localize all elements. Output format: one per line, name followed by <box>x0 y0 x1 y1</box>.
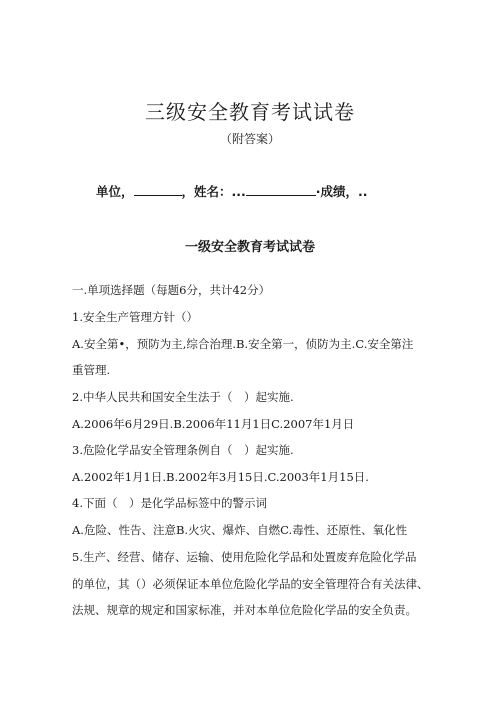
student-info-row <box>96 181 456 200</box>
question-line: A.危险、性告、注意B.火灾、爆炸、自燃C.毒性、还原性、氧化性 <box>72 523 408 537</box>
unit-comma: ， <box>181 184 195 199</box>
unit-blank <box>134 181 182 196</box>
document-title: 三级安全教育考试试卷 <box>145 100 355 124</box>
name-blank <box>246 181 316 196</box>
question-line: 5.生产、经营、储存、运输、使用危险化学品和处置废弃危险化学品 <box>72 550 417 564</box>
question-line: A.2002年1月1日.B.2002年3月15日.C.2003年1月15日. <box>72 470 369 484</box>
question-line: A.2006年6月29日.B.2006年11月1日C.2007年1月日 <box>72 417 355 431</box>
question-line: 1.安全生产管理方针（） <box>72 310 198 324</box>
name-dots: ... <box>231 184 246 199</box>
section-heading: 一级安全教育考试试卷 <box>184 240 315 255</box>
question-line: 4.下面（ ）是化学品标签中的警示词 <box>72 496 267 510</box>
unit-label: 单位， <box>96 184 134 199</box>
question-line: 3.危险化学品安全管理条例自（ ）起实施. <box>72 443 294 457</box>
question-line: A.安全第•，预防为主,综合治理.B.安全第一，侦防为主.C.安全第注 <box>72 337 414 351</box>
question-line: 2.中华人民共和国安全生法于（ ）起实施. <box>72 390 294 404</box>
question-line: 的单位，其（）必须保证本单位危险化学品的安全管理符合有关法律、 <box>72 577 429 591</box>
score-label: ·成绩， <box>315 184 359 199</box>
question-line: 法规、规章的规定和国家标准，并对本单位危险化学品的安全负责。 <box>72 603 417 617</box>
question-line: 重管理. <box>72 363 111 377</box>
document-subtitle: （附答案） <box>219 132 280 146</box>
name-label: 姓名： <box>194 184 232 199</box>
score-dots: .. <box>358 184 368 199</box>
question-line: 一.单项选择题（每题6分，共计42分） <box>72 283 271 297</box>
